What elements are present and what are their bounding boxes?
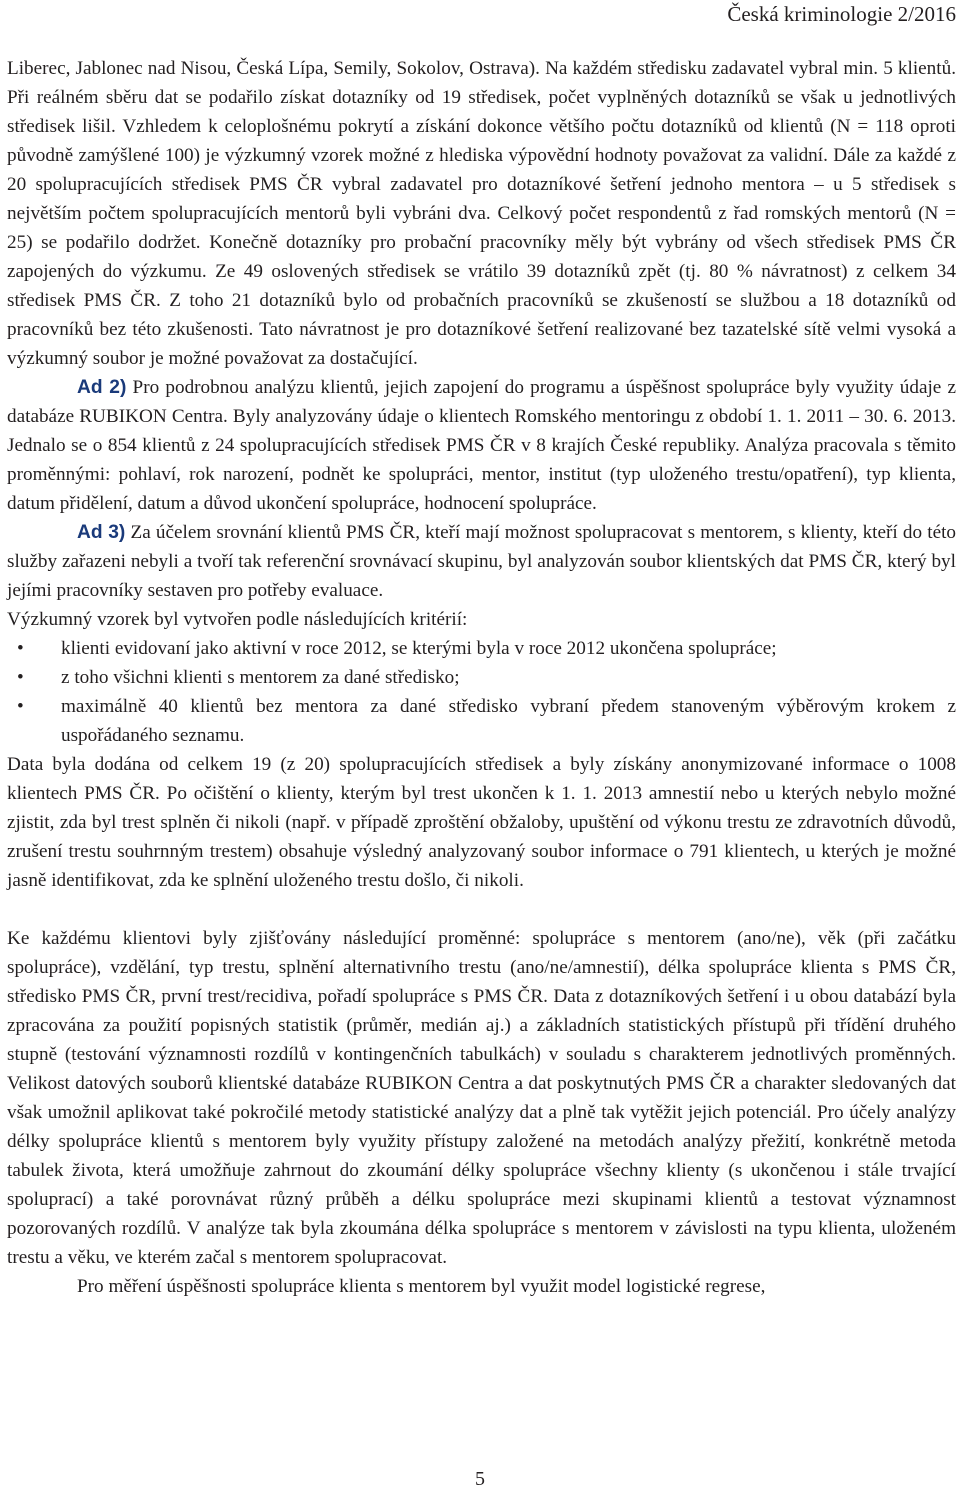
bullet-icon: • — [17, 638, 24, 659]
bullet-icon: • — [17, 696, 24, 717]
page-number: 5 — [475, 1468, 485, 1490]
article-body — [7, 54, 956, 1301]
running-header: Česká kriminologie 2/2016 — [727, 2, 956, 26]
paragraph-spacer — [7, 895, 956, 924]
paragraph-ad-3 — [7, 518, 956, 605]
ad-2-label: Ad 2) — [77, 377, 127, 398]
paragraph-ad-2 — [7, 373, 956, 518]
bullet-icon: • — [17, 667, 24, 688]
ad-2-text: Pro podrobnou analýzu klientů, jejich zapojení do programu a úspěšnost spolupráce byly využity údaje z databáze RUBIKON Centra. Byly analyzovány údaje o klientech Romského mentoringu z období 1. 1. 2011 – 30. 6. 2013. Jednalo se o 854 klientů z 24 spolupracujících středisek PMS ČR v 8 krajích České republiky. Analýza pracovala s těmito proměnnými: pohlaví, rok narození, podnět ke spolupráci, mentor, institut (typ uloženého trestu/opatření), typ klienta, datum přidělení, datum a důvod ukončení spolupráce, hodnocení spolupráce. — [7, 377, 957, 514]
criteria-list — [7, 634, 956, 750]
paragraph-sample-description: Liberec, Jablonec nad Nisou, Česká Lípa, Semily, Sokolov, Ostrava). Na každém středisku zadavatel vybral min. 5 klientů. Při reálném sběru dat se podařilo získat dotazníky od 19 středisek, počet vyplněných dotazníků se však u jednotlivých středisek lišil. Vzhledem k celoplošnému pokrytí a získání dokonce většího počtu dotazníků od klientů (N = 118 oproti původně zamýšlené 100) je výzkumný vzorek možné z hlediska výpovědní hodnoty považovat za validní. Dále za každé z 20 spolupracujících středisek PMS ČR vybral zadavatel pro dotazníkové šetření jednoho mentora – u 5 středisek s největším počtem spolupracujících mentorů byli vybráni dva. Celkový počet respondentů z řad romských mentorů (N = 25) se podařilo dodržet. Konečně dotazníky pro probační pracovníky měly být vybrány od všech středisek PMS ČR zapojených do výzkumu. Ze 49 oslovených středisek se vrátilo 39 dotazníků zpět (tj. 80 % návratnost) z celkem 34 středisek PMS ČR. Z toho 21 dotazníků bylo od probačních pracovníků se zkušeností se službou a 18 dotazníků od pracovníků bez této zkušenosti. Tato návratnost je pro dotazníkové šetření realizované bez tazatelské sítě velmi vysoká a výzkumný soubor je možné považovat za dostačující. — [7, 58, 956, 369]
paragraph-data-note: Data byla dodána od celkem 19 (z 20) spolupracujících středisek a byly získány anonymizované informace o 1008 klientech PMS ČR. Po očištění o klienty, kterým byl trest ukončen k 1. 1. 2013 amnestií nebo u kterých nebylo možné zjistit, zda byl trest splněn či nikoli (např. v případě zproštění obžaloby, upuštění od výkonu trestu ze zdravotních důvodů, zrušení trestu souhrnným trestem) obsahuje výsledný analyzovaný soubor informace o 791 klientech, u kterých je možné jasně identifikovat, zda ke splnění uloženého trestu došlo, či nikoli. — [7, 754, 956, 891]
list-item: • maximálně 40 klientů bez mentora za dané středisko vybraní předem stanoveným výběrovým krokem z uspořádaného seznamu. — [7, 692, 956, 750]
ad-3-text: Za účelem srovnání klientů PMS ČR, kteří mají možnost spolupracovat s mentorem, s klienty, kteří do této služby zařazeni nebyli a tvoří tak referenční srovnávací skupinu, byl analyzován soubor klientských dat PMS ČR, který byl jejími pracovníky sestaven pro potřeby evaluace. — [7, 522, 957, 601]
paragraph-variables: Ke každému klientovi byly zjišťovány následující proměnné: spolupráce s mentorem (ano/ne), věk (při začátku spolupráce), vzdělání, typ trestu, splnění alternativního trestu (ano/ne/amnestií), délka spolupráce klienta s PMS ČR, středisko PMS ČR, první trest/recidiva, pořadí spolupráce s PMS ČR. Data z dotazníkových šetření i u obou databází byla zpracována za použití popisných statistik (průměr, medián aj.) a základních statistických přístupů při třídění druhého stupně (testování významnosti rozdílů v kontingenčních tabulkách) v souladu s charakterem jednotlivých proměnných. Velikost datových souborů klientské databáze RUBIKON Centra a dat poskytnutých PMS ČR a charakter sledovaných dat však umožnil aplikovat také pokročilé metody statistické analýzy dat a plně tak vytěžit jejich potenciál. Pro účely analýzy délky spolupráce klientů s mentorem byly využity přístupy založené na metodách analýzy přežití, konkrétně metoda tabulek života, která umožňuje zahrnout do zkoumání délky spolupráce všechny klienty (s ukončenou i stále trvající spoluprací) a také porovnávat různý průběh a délku spolupráce mezi skupinami klientů a testovat významnost pozorovaných rozdílů. V analýze tak byla zkoumána délka spolupráce s mentorem v závislosti na typu klienta, uloženém trestu a věku, ve kterém začal s mentorem spolupracovat. — [7, 928, 956, 1268]
ad-3-label: Ad 3) — [77, 522, 126, 543]
criteria-intro: Výzkumný vzorek byl vytvořen podle následujících kritérií: — [7, 609, 468, 630]
list-item: • z toho všichni klienti s mentorem za dané středisko; — [7, 663, 956, 692]
paragraph-logistic-regression: Pro měření úspěšnosti spolupráce klienta s mentorem byl využit model logistické regrese, — [77, 1276, 766, 1297]
list-item: • klienti evidovaní jako aktivní v roce 2012, se kterými byla v roce 2012 ukončena spolupráce; — [7, 634, 956, 663]
